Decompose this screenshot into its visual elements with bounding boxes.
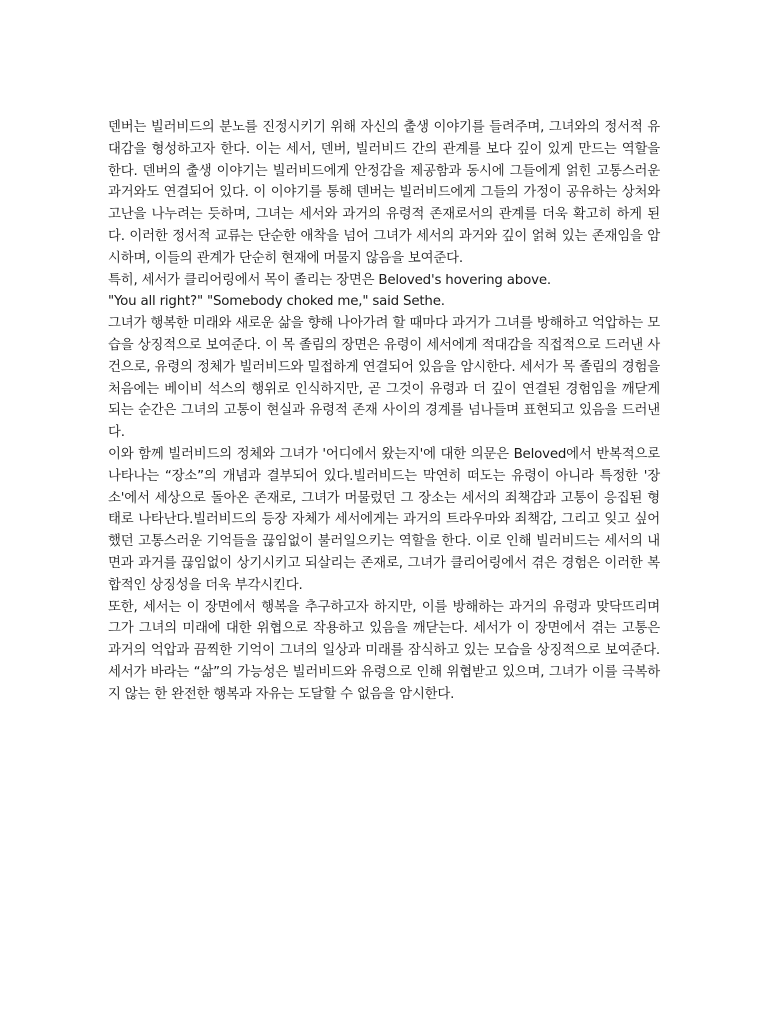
document-body: [108, 117, 660, 706]
paragraph-past-interference: 그녀가 행복한 미래와 새로운 삶을 향해 나아가려 할 때마다 과거가 그녀를 방해하고 억압하는 모습을 상징적으로 보여준다. 이 목 졸림의 장면은 유령이 세서에게 적대감을 직접적으로 드러낸 사건으로, 유령의 정체가 빌러비드와 밀접하게 연결되어 있음을 암시한다. 세서가 목 졸림의 경험을 처음에는 베이비 석스의 행위로 인식하지만, 곧 그것이 유령과 더 깊이 연결된 경험임을 깨닫게 되는 순간은 그녀의 고통이 현실과 유령적 존재 사이의 경계를 넘나들며 표현되고 있음을 드러낸다.: [108, 316, 660, 441]
paragraph-clearing-choking: 특히, 세서가 클리어링에서 목이 졸리는 장면은 Beloved's hovering above.: [108, 272, 551, 288]
paragraph-quote: "You all right?" "Somebody choked me," said Sethe.: [108, 294, 445, 310]
paragraph-happiness-threat: 또한, 세서는 이 장면에서 행복을 추구하고자 하지만, 이를 방해하는 과거의 유령과 맞닥뜨리며 그가 그녀의 미래에 대한 위협으로 작용하고 있음을 깨닫는다. 세서가 이 장면에서 겪는 고통은 과거의 억압과 끔찍한 기억이 그녀의 일상과 미래를 잠식하고 있는 모습을 상징적으로 보여준다. 세서가 바라는 “삶”의 가능성은 빌러비드와 유령으로 인해 위협받고 있으며, 그녀가 이를 극복하지 않는 한 완전한 행복과 자유는 도달할 수 없음을 암시한다.: [108, 599, 660, 702]
paragraph-place-concept: 이와 함께 빌러비드의 정체와 그녀가 '어디에서 왔는지'에 대한 의문은 Beloved에서 반복적으로 나타나는 “장소”의 개념과 결부되어 있다.빌러비드는 막연히 떠도는 유령이 아니라 특정한 '장소'에서 세상으로 돌아온 존재로, 그녀가 머물렀던 그 장소는 세서의 죄책감과 고통이 응집된 형태로 나타난다.빌러비드의 등장 자체가 세서에게는 과거의 트라우마와 죄책감, 그리고 잊고 싶어했던 고통스러운 기억들을 끊임없이 불러일으키는 역할을 한다. 이로 인해 빌러비드는 세서의 내면과 과거를 끊임없이 상기시키고 되살리는 존재로, 그녀가 클리어링에서 겪은 경험은 이러한 복합적인 상징성을 더욱 부각시킨다.: [108, 446, 660, 593]
paragraph-denver-birth-story: 덴버는 빌러비드의 분노를 진정시키기 위해 자신의 출생 이야기를 들려주며, 그녀와의 정서적 유대감을 형성하고자 한다. 이는 세서, 덴버, 빌러비드 간의 관계를 보다 깊이 있게 만드는 역할을 한다. 덴버의 출생 이야기는 빌러비드에게 안정감을 제공함과 동시에 그들에게 얽힌 고통스러운 과거와도 연결되어 있다. 이 이야기를 통해 덴버는 빌러비드에게 그들의 가정이 공유하는 상처와 고난을 나누려는 듯하며, 그녀는 세서와 과거의 유령적 존재로서의 관계를 더욱 확고히 하게 된다. 이러한 정서적 교류는 단순한 애착을 넘어 그녀가 세서의 과거와 깊이 얽혀 있는 존재임을 암시하며, 이들의 관계가 단순히 현재에 머물지 않음을 보여준다.: [108, 120, 660, 266]
